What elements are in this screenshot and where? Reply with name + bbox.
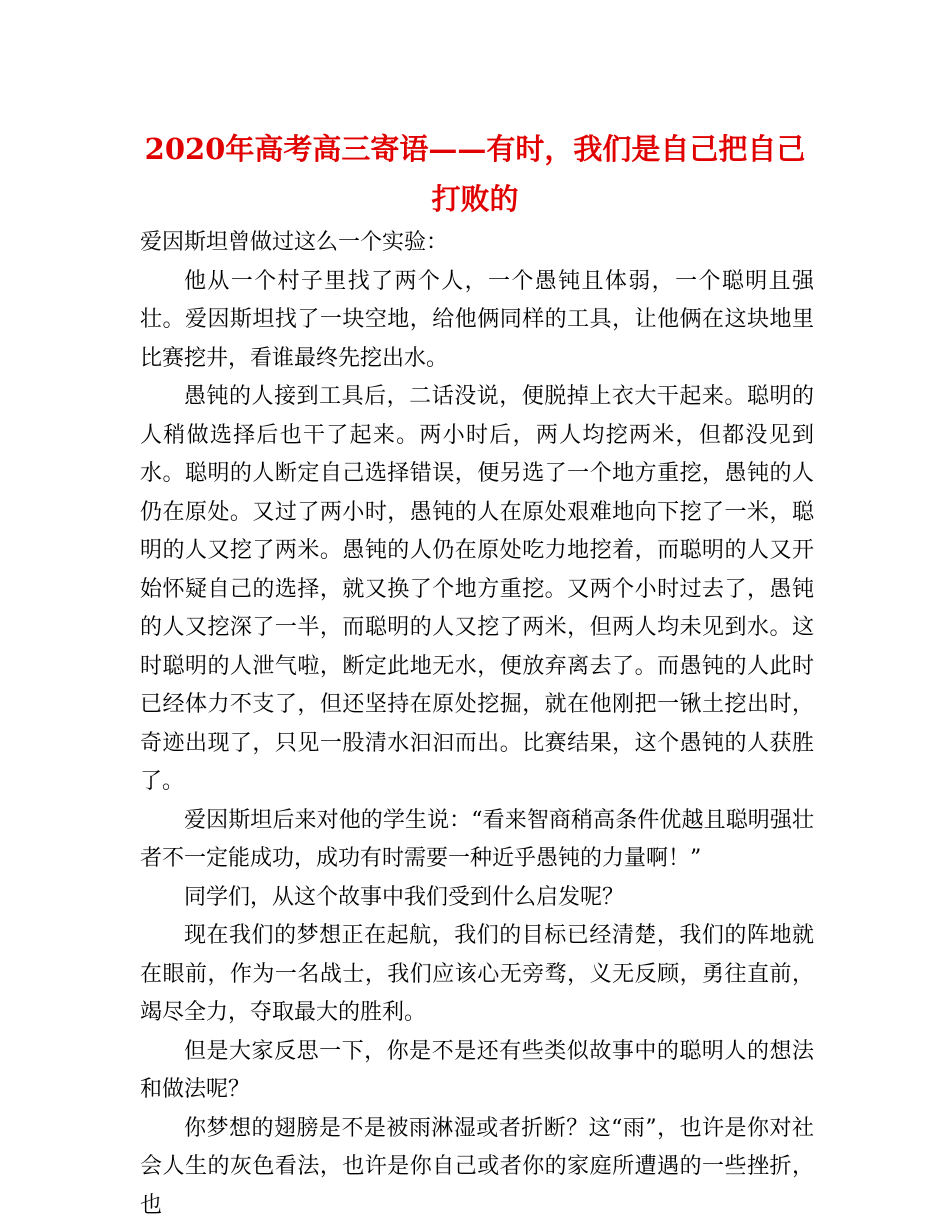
paragraph: 他从一个村子里找了两个人，一个愚钝且体弱，一个聪明且强壮。爱因斯坦找了一块空地，给他俩同样的工具，让他俩在这块地里比赛挖井，看谁最终先挖出水。 [140, 268, 814, 371]
paragraph: 爱因斯坦后来对他的学生说：“看来智商稍高条件优越且聪明强壮者不一定能成功，成功有时需要一种近乎愚钝的力量啊！” [140, 807, 814, 871]
paragraph: 同学们，从这个故事中我们受到什么启发呢？ [184, 884, 625, 910]
paragraph: 你梦想的翅膀是不是被雨淋湿或者折断？这“雨”，也许是你对社会人生的灰色看法，也许是你自己或者你的家庭所遭遇的一些挫折，也 [140, 1115, 814, 1218]
paragraph: 现在我们的梦想正在起航，我们的目标已经清楚，我们的阵地就在眼前，作为一名战士，我们应该心无旁骛，义无反顾，勇往直前，竭尽全力，夺取最大的胜利。 [140, 923, 814, 1025]
document-title: 2020年高考高三寄语——有时，我们是自己把自己打败的 [144, 132, 806, 216]
paragraph: 愚钝的人接到工具后，二话没说，便脱掉上衣大干起来。聪明的人稍做选择后也干了起来。两小时后，两人均挖两米，但都没见到水。聪明的人断定自己选择错误，便另选了一个地方重挖，愚钝的人仍在原处。又过了两小时，愚钝的人在原处艰难地向下挖了一米，聪明的人又挖了两米。愚钝的人仍在原处吃力地挖着，而聪明的人又开始怀疑自己的选择，就又换了个地方重挖。又两个小时过去了，愚钝的人又挖深了一半，而聪明的人又挖了两米，但两人均未见到水。这时聪明的人泄气啦，断定此地无水，便放弃离去了。而愚钝的人此时已经体力不支了，但还坚持在原处挖掘，就在他刚把一锹土挖出时，奇迹出现了，只见一股清水汩汩而出。比赛结果，这个愚钝的人获胜了。 [140, 384, 814, 794]
paragraph: 爱因斯坦曾做过这么一个实验： [140, 230, 449, 255]
document-body [140, 224, 814, 1225]
paragraph: 但是大家反思一下，你是不是还有些类似故事中的聪明人的想法和做法呢？ [140, 1038, 814, 1102]
